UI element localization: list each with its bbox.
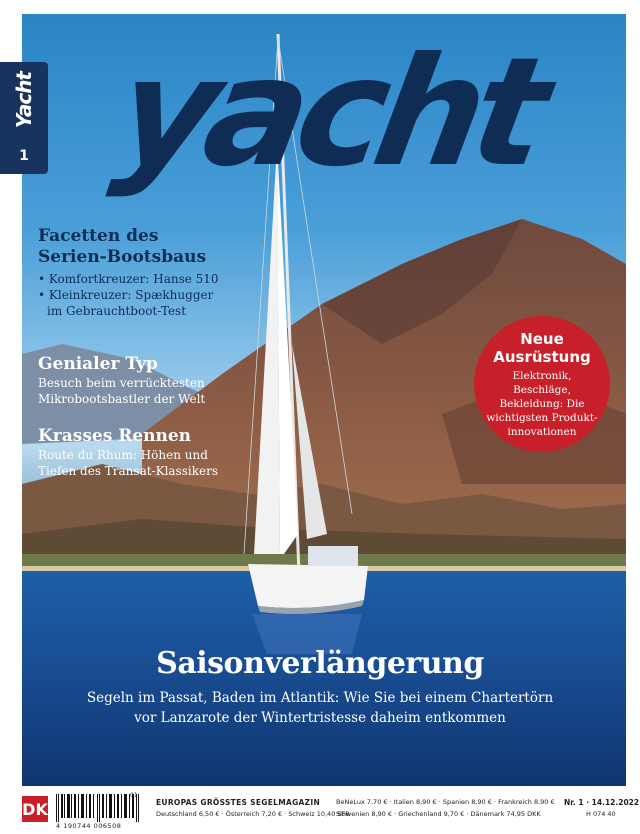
spine-logo: Yacht (12, 72, 36, 129)
badge-text (482, 369, 602, 439)
barcode-number: 4 190744 006508 (56, 822, 122, 830)
barcode-suffix: 01 (130, 792, 138, 799)
badge-text-line: Bekleidung: Die (499, 397, 585, 410)
teaser-headline: Serien-Bootsbaus (38, 247, 207, 267)
hull (248, 564, 368, 608)
teaser-serienbootsbau (38, 226, 219, 319)
teaser-text: Besuch beim verrücktesten (38, 376, 205, 390)
teaser-text: Tiefen des Transat-Klassikers (38, 464, 218, 478)
teaser-headline: Facetten des (38, 226, 159, 246)
teaser-krasses-rennen (38, 426, 218, 479)
cover-subheadline (0, 688, 640, 728)
spine-tab (0, 62, 48, 174)
cover-subheadline-line: vor Lanzarote der Wintertristesse daheim entkommen (134, 710, 506, 726)
footer-prices: BeNeLux 7,70 € · Italien 8,90 € · Spanien 8,90 € · Frankreich 8,90 € (336, 798, 555, 806)
badge-text-line: innovationen (507, 425, 577, 438)
teaser-genialer-typ (38, 354, 205, 407)
teaser-text: Route du Rhum: Höhen und (38, 448, 208, 462)
teaser-headline: Krasses Rennen (38, 426, 192, 446)
teaser-text: Mikrobootsbastler der Welt (38, 392, 206, 406)
product-code: H 074 40 (586, 810, 616, 818)
issue-date: Nr. 1 · 14.12.2022 (564, 798, 640, 807)
badge-headline: Ausrüstung (493, 347, 591, 366)
badge-text-line: Elektronik, Beschläge, (512, 369, 572, 396)
teaser-bullet: • Komfortkreuzer: Hanse 510 (38, 271, 219, 287)
teaser-bullet-continuation: im Gebrauchtboot-Test (47, 304, 187, 318)
badge-headline: Neue (520, 329, 564, 348)
cover-headline: Saisonverlängerung (156, 646, 484, 681)
teaser-bullet: • Kleinkreuzer: Spækhugger (38, 287, 219, 303)
footer-strip (0, 790, 640, 834)
cover-subheadline-line: Segeln im Passat, Baden im Atlantik: Wie Sie bei einem Chartertörn (86, 690, 554, 706)
spine-issue-number: 1 (19, 148, 29, 164)
footer-slogan: EUROPAS GRÖSSTES SEGELMAGAZIN (156, 798, 321, 807)
masthead-logo: yacht (104, 26, 552, 200)
teaser-headline: Genialer Typ (38, 354, 158, 374)
footer-prices: Deutschland 6,50 € · Österreich 7,20 € · Schweiz 10,40 SFR (156, 810, 350, 818)
publisher-logo: DK (22, 796, 48, 822)
badge-text-line: wichtigsten Produkt- (486, 411, 598, 424)
red-badge (474, 316, 610, 452)
footer-prices: Slowenien 8,90 € · Griechenland 9,70 € · Dänemark 74,95 DKK (336, 810, 541, 818)
